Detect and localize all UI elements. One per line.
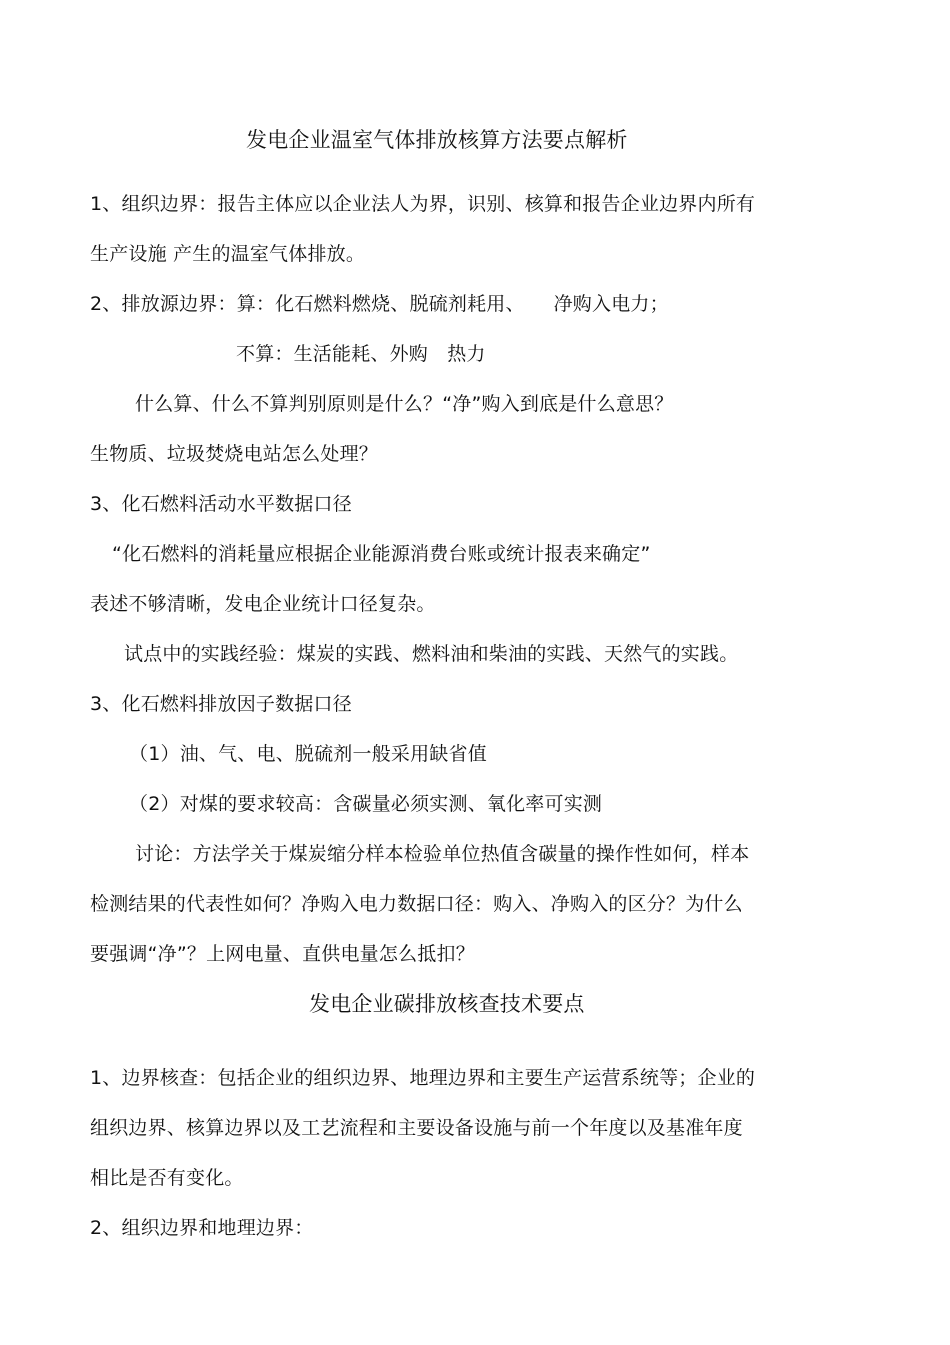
activity-data-line-2: 表述不够清晰，发电企业统计口径复杂。 (90, 593, 436, 615)
emission-source-boundary-line-2: 不算：生活能耗、外购 热力 (236, 343, 486, 365)
emission-factor-heading: 3、化石燃料排放因子数据口径 (90, 693, 352, 715)
emission-source-boundary-line-1: 2、排放源边界：算：化石燃料燃烧、脱硫剂耗用、 净购入电力； (90, 293, 669, 315)
section2-title: 发电企业碳排放核查技术要点 (309, 992, 585, 1016)
emission-factor-item-2: （2）对煤的要求较高：含碳量必须实测、氧化率可实测 (129, 793, 603, 815)
org-boundary-line-2: 生产设施 产生的温室气体排放。 (90, 243, 366, 265)
boundary-check-line-3: 相比是否有变化。 (90, 1167, 244, 1189)
emission-factor-item-1: （1）油、气、电、脱硫剂一般采用缺省值 (129, 743, 487, 765)
discussion-line-1: 讨论：方法学关于煤炭缩分样本检验单位热值含碳量的操作性如何，样本 (135, 843, 750, 865)
boundary-check-line-2: 组织边界、核算边界以及工艺流程和主要设备设施与前一个年度以及基准年度 (90, 1117, 743, 1139)
org-boundary-line-1: 1、组织边界：报告主体应以企业法人为界，识别、核算和报告企业边界内所有 (90, 193, 756, 215)
discussion-line-2: 检测结果的代表性如何？净购入电力数据口径：购入、净购入的区分？为什么 (90, 893, 743, 915)
boundary-check-line-1: 1、边界核查：包括企业的组织边界、地理边界和主要生产运营系统等；企业的 (90, 1067, 756, 1089)
section1-title: 发电企业温室气体排放核算方法要点解析 (246, 128, 628, 152)
org-geo-boundary-heading: 2、组织边界和地理边界： (90, 1217, 314, 1239)
question-line-2: 生物质、垃圾焚烧电站怎么处理？ (90, 443, 379, 465)
pilot-practice-line: 试点中的实践经验：煤炭的实践、燃料油和柴油的实践、天然气的实践。 (124, 643, 739, 665)
discussion-line-3: 要强调“净”？上网电量、直供电量怎么抵扣？ (90, 943, 475, 965)
question-line-1: 什么算、什么不算判别原则是什么？“净”购入到底是什么意思？ (135, 393, 674, 415)
activity-data-quote: “化石燃料的消耗量应根据企业能源消费台账或统计报表来确定” (112, 543, 651, 565)
activity-data-heading: 3、化石燃料活动水平数据口径 (90, 493, 352, 515)
